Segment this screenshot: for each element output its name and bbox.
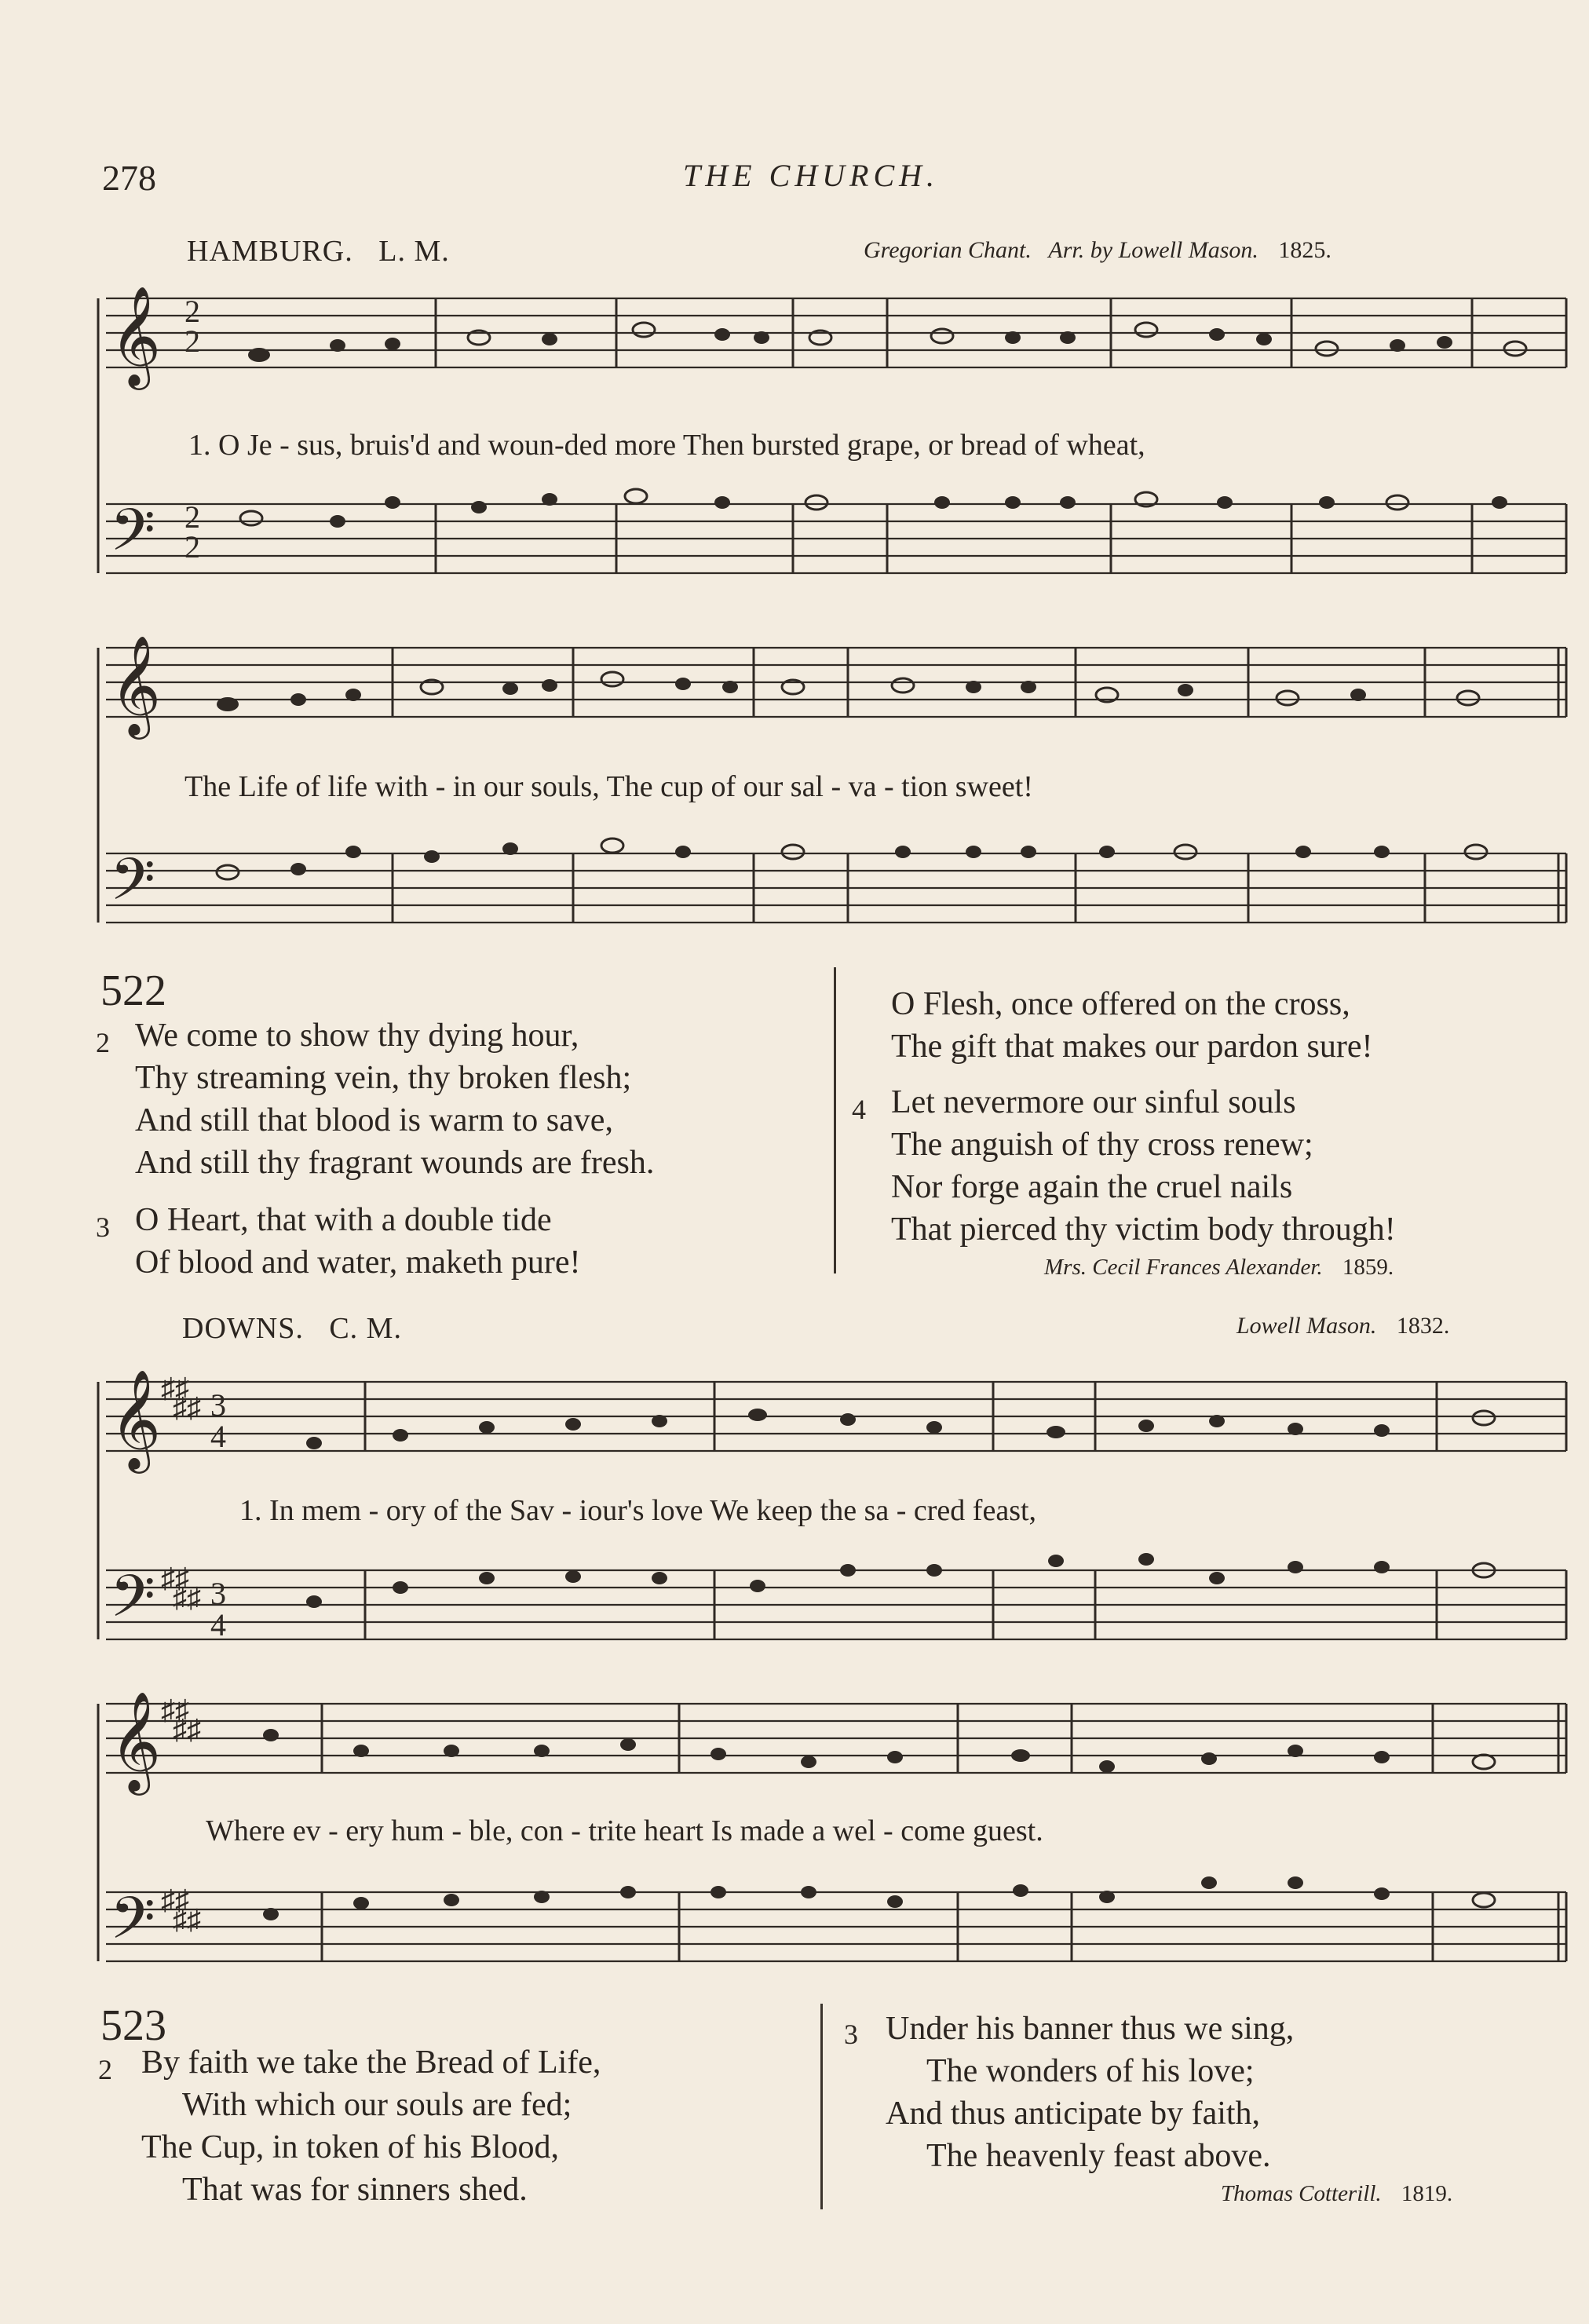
hymn-523-verse-3 (886, 2008, 1294, 2177)
verse-number: 2 (96, 1027, 110, 1058)
tune-name: DOWNS. (182, 1312, 304, 1345)
verse-number: 3 (96, 1211, 110, 1243)
verse-line: By faith we take the Bread of Life, (141, 2044, 601, 2081)
tune-year: 1825. (1278, 237, 1331, 263)
svg-text:𝄢: 𝄢 (110, 1884, 155, 1967)
verse-line: And still thy fragrant wounds are fresh. (135, 1145, 655, 1181)
hymn-522-verse-2 (135, 1014, 654, 1184)
tune-arranger: Arr. by Lowell Mason. (1048, 237, 1258, 263)
verse-number: 2 (98, 2054, 112, 2085)
svg-text:𝄞: 𝄞 (110, 1690, 162, 1791)
verse-line: Nor forge again the cruel nails (891, 1169, 1293, 1205)
svg-text:𝄢: 𝄢 (110, 846, 155, 928)
verse-line: The heavenly feast above. (926, 2138, 1271, 2174)
tune-source: Gregorian Chant. (864, 237, 1032, 263)
verse-line: Of blood and water, maketh pure! (135, 1244, 581, 1281)
svg-text:2: 2 (184, 294, 200, 329)
svg-text:♯♯: ♯♯ (173, 1582, 201, 1613)
verse-line: The anguish of thy cross renew; (891, 1127, 1313, 1163)
svg-text:𝄢: 𝄢 (110, 1562, 155, 1645)
page-number: 278 (102, 158, 156, 198)
svg-text:♯♯: ♯♯ (173, 1904, 201, 1935)
verse-line: We come to show thy dying hour, (135, 1018, 579, 1054)
verse-line: Let nevermore our sinful souls (891, 1084, 1296, 1120)
tune-name: HAMBURG. (187, 235, 353, 268)
verse-line: With which our souls are fed; (182, 2087, 572, 2123)
tune-composer: Lowell Mason. (1236, 1313, 1377, 1339)
svg-text:2: 2 (184, 323, 200, 359)
lyrics-hamburg-line-2: The Life of life with - in our souls, The cup of our sal - va - tion sweet! (184, 770, 1033, 803)
hymn-523-author (1221, 2181, 1452, 2207)
tune-attribution-downs (1236, 1313, 1449, 1339)
verse-line: That pierced thy victim body through! (891, 1211, 1396, 1248)
svg-text:3: 3 (210, 1387, 226, 1423)
svg-text:♯♯: ♯♯ (161, 1372, 189, 1404)
hymn-522-author (1044, 1255, 1394, 1281)
svg-text:♯♯: ♯♯ (173, 1392, 201, 1423)
author-year: 1859. (1342, 1255, 1394, 1280)
svg-text:3: 3 (210, 1576, 226, 1611)
verse-line: O Heart, that with a double tide (135, 1202, 552, 1238)
verse-line: The gift that makes our pardon sure! (891, 1029, 1373, 1065)
tune-attribution-hamburg (864, 237, 1331, 264)
column-divider (834, 967, 836, 1273)
verse-line: That was for sinners shed. (182, 2172, 528, 2208)
svg-text:4: 4 (210, 1419, 226, 1454)
svg-text:♯♯: ♯♯ (161, 1884, 189, 1916)
hymn-number-522: 522 (100, 967, 166, 1015)
verse-line: And thus anticipate by faith, (886, 2096, 1261, 2132)
hymn-522-verse-4 (891, 1081, 1396, 1251)
tune-meter: L. M. (378, 235, 450, 268)
verse-number: 3 (844, 2019, 858, 2050)
svg-text:𝄞: 𝄞 (110, 1368, 162, 1469)
svg-text:♯♯: ♯♯ (161, 1694, 189, 1726)
column-divider (820, 2004, 823, 2209)
tune-title-downs (182, 1311, 402, 1346)
author-year: 1819. (1401, 2181, 1453, 2206)
verse-line: Thy streaming vein, thy broken flesh; (135, 1060, 632, 1096)
running-head: THE CHURCH. (683, 158, 940, 193)
verse-line: The wonders of his love; (926, 2053, 1255, 2089)
svg-text:♯♯: ♯♯ (173, 1714, 201, 1745)
svg-text:𝄢: 𝄢 (110, 496, 155, 579)
verse-line: And still that blood is warm to save, (135, 1102, 613, 1138)
verse-line: O Flesh, once offered on the cross, (891, 986, 1350, 1022)
hymn-number-523: 523 (100, 2001, 166, 2050)
svg-text:4: 4 (210, 1607, 226, 1643)
lyrics-hamburg-line-1: 1. O Je - sus, bruis'd and woun-ded more Then bursted grape, or bread of wheat, (188, 429, 1145, 462)
hymn-522-verse-3-cont (891, 983, 1372, 1068)
author-name: Mrs. Cecil Frances Alexander. (1044, 1255, 1323, 1280)
hymn-523-verse-2 (141, 2041, 601, 2211)
lyrics-downs-line-1: 1. In mem - ory of the Sav - iour's love We keep the sa - cred feast, (239, 1494, 1037, 1527)
svg-text:♯♯: ♯♯ (161, 1562, 189, 1594)
verse-line: The Cup, in token of his Blood, (141, 2129, 559, 2165)
lyrics-downs-line-2: Where ev - ery hum - ble, con - trite heart Is made a wel - come guest. (206, 1814, 1043, 1847)
tune-title-hamburg (187, 234, 450, 269)
svg-text:2: 2 (184, 499, 200, 535)
hymn-522-verse-3 (135, 1199, 580, 1284)
svg-text:𝄞: 𝄞 (110, 634, 162, 735)
tune-year: 1832. (1396, 1313, 1450, 1339)
tune-meter: C. M. (329, 1312, 402, 1345)
verse-number: 4 (852, 1094, 866, 1125)
author-name: Thomas Cotterill. (1221, 2181, 1382, 2206)
svg-text:2: 2 (184, 529, 200, 565)
svg-text:𝄞: 𝄞 (110, 285, 162, 386)
verse-line: Under his banner thus we sing, (886, 2011, 1295, 2047)
